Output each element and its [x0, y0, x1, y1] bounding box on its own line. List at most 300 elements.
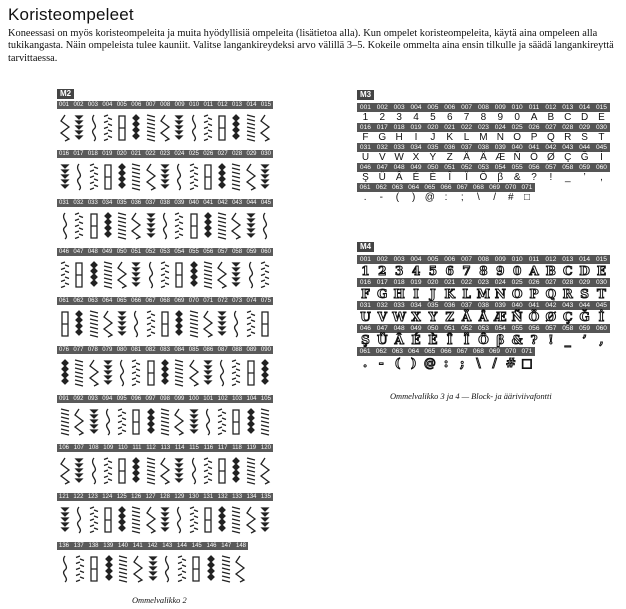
stitch-number[interactable]: 001 — [359, 104, 371, 111]
stitch-number[interactable]: 016 — [59, 151, 70, 157]
stitch-number[interactable]: 067 — [456, 184, 468, 191]
stitch-number[interactable]: 056 — [203, 249, 214, 255]
letter-stitch[interactable]: Ä — [461, 310, 472, 324]
stitch-number[interactable]: 017 — [376, 124, 388, 131]
letter-stitch[interactable]: Ñ — [513, 152, 521, 163]
stitch-number[interactable]: 033 — [393, 302, 405, 309]
letter-stitch[interactable]: J — [430, 132, 436, 143]
letter-stitch[interactable]: @ — [424, 192, 435, 203]
stitch-number[interactable]: 027 — [545, 279, 557, 286]
stitch-number[interactable]: 114 — [174, 445, 185, 451]
letter-stitch[interactable]: F — [362, 132, 369, 143]
stitch-number[interactable]: 042 — [545, 144, 557, 151]
stitch-number[interactable]: 023 — [477, 279, 489, 286]
letter-stitch[interactable]: X — [412, 152, 420, 163]
letter-stitch[interactable]: F — [361, 287, 370, 301]
stitch-number[interactable]: 101 — [203, 396, 214, 402]
letter-stitch[interactable]: 6 — [446, 112, 453, 123]
stitch-number[interactable]: 003 — [393, 104, 405, 111]
stitch-number[interactable]: 029 — [246, 151, 257, 157]
letter-stitch[interactable]: : — [444, 192, 448, 203]
stitch-number[interactable]: 050 — [116, 249, 127, 255]
stitch-number[interactable]: 041 — [528, 302, 540, 309]
stitch-number[interactable]: 048 — [393, 164, 405, 171]
stitch-number[interactable]: 063 — [391, 184, 403, 191]
stitch-number[interactable]: 072 — [217, 298, 228, 304]
stitch-number[interactable]: 010 — [511, 256, 523, 263]
stitch-number[interactable]: 024 — [494, 124, 506, 131]
stitch-number[interactable]: 004 — [410, 256, 422, 263]
letter-stitch[interactable]: / — [493, 192, 496, 203]
stitch-number[interactable]: 057 — [217, 249, 228, 255]
stitch-number[interactable]: 069 — [489, 348, 501, 355]
stitch-number[interactable]: 035 — [116, 200, 127, 206]
letter-stitch[interactable]: P — [530, 132, 538, 143]
letter-stitch[interactable]: ; — [460, 356, 465, 370]
stitch-number[interactable]: 021 — [444, 279, 456, 286]
stitch-number[interactable]: 023 — [477, 124, 489, 131]
letter-stitch[interactable]: β — [497, 172, 504, 183]
stitch-number[interactable]: 020 — [116, 151, 127, 157]
letter-stitch[interactable]: H — [395, 132, 403, 143]
stitch-number[interactable]: 011 — [528, 256, 540, 263]
stitch-number[interactable]: 060 — [595, 164, 607, 171]
stitch-number[interactable]: 060 — [595, 325, 607, 332]
stitch-number[interactable]: 066 — [131, 298, 142, 304]
stitch-number[interactable]: 029 — [579, 279, 591, 286]
letter-stitch[interactable]: H — [393, 287, 405, 301]
stitch-number[interactable]: 006 — [444, 256, 456, 263]
letter-stitch[interactable]: Ğ — [580, 152, 589, 163]
stitch-number[interactable]: 018 — [393, 279, 405, 286]
stitch-number[interactable]: 065 — [424, 348, 436, 355]
stitch-number[interactable]: 021 — [444, 124, 456, 131]
stitch-number[interactable]: 056 — [528, 325, 540, 332]
letter-stitch[interactable]: J — [430, 287, 436, 301]
stitch-number[interactable]: 052 — [145, 249, 156, 255]
stitch-number[interactable]: 023 — [159, 151, 170, 157]
stitch-number[interactable]: 030 — [595, 279, 607, 286]
letter-stitch[interactable]: E — [596, 264, 607, 278]
letter-stitch[interactable]: , — [600, 172, 603, 183]
stitch-number[interactable]: 135 — [260, 494, 271, 500]
stitch-number[interactable]: 068 — [472, 348, 484, 355]
stitch-number[interactable]: 126 — [131, 494, 142, 500]
letter-stitch[interactable]: ! — [549, 172, 553, 183]
letter-stitch[interactable]: 8 — [479, 264, 488, 278]
stitch-number[interactable]: 027 — [217, 151, 228, 157]
letter-stitch[interactable]: 3 — [394, 264, 404, 278]
stitch-number[interactable]: 051 — [444, 325, 456, 332]
stitch-number[interactable]: 003 — [393, 256, 405, 263]
stitch-number[interactable]: 107 — [73, 445, 84, 451]
letter-stitch[interactable]: Ş — [361, 333, 370, 347]
stitch-number[interactable]: 028 — [562, 124, 574, 131]
stitch-number[interactable]: 014 — [579, 104, 591, 111]
stitch-number[interactable]: 037 — [145, 200, 156, 206]
stitch-number[interactable]: 009 — [494, 104, 506, 111]
stitch-number[interactable]: 086 — [203, 347, 214, 353]
letter-stitch[interactable]: Ü — [378, 172, 386, 183]
letter-stitch[interactable]: R — [562, 287, 573, 301]
letter-stitch[interactable]: 6 — [445, 264, 454, 278]
stitch-number[interactable]: 040 — [511, 302, 523, 309]
letter-stitch[interactable]: β — [496, 333, 505, 347]
stitch-number[interactable]: 057 — [545, 164, 557, 171]
stitch-number[interactable]: 103 — [232, 396, 243, 402]
letter-stitch[interactable]: ( — [395, 192, 400, 203]
stitch-number[interactable]: 070 — [188, 298, 199, 304]
stitch-number[interactable]: 030 — [595, 124, 607, 131]
letter-stitch[interactable]: . — [363, 192, 367, 203]
letter-stitch[interactable]: 4 — [413, 112, 419, 123]
stitch-number[interactable]: 017 — [376, 279, 388, 286]
letter-stitch[interactable]: L — [463, 132, 470, 143]
stitch-number[interactable]: 099 — [174, 396, 185, 402]
stitch-number[interactable]: 022 — [145, 151, 156, 157]
stitch-number[interactable]: 092 — [73, 396, 84, 402]
letter-stitch[interactable]: Ü — [377, 333, 388, 347]
stitch-number[interactable]: 121 — [59, 494, 70, 500]
letter-stitch[interactable]: Å — [478, 310, 489, 324]
stitch-number[interactable]: 071 — [521, 184, 533, 191]
letter-stitch[interactable]: I — [413, 287, 419, 301]
letter-stitch[interactable]: V — [378, 152, 386, 163]
letter-stitch[interactable]: G — [377, 287, 388, 301]
stitch-number[interactable]: 015 — [260, 102, 271, 108]
letter-stitch[interactable]: T — [596, 287, 606, 301]
stitch-number[interactable]: 138 — [88, 543, 99, 549]
stitch-number[interactable]: 019 — [410, 279, 422, 286]
letter-stitch[interactable]: B — [547, 112, 555, 123]
stitch-number[interactable]: 039 — [174, 200, 185, 206]
letter-stitch[interactable]: Â — [394, 333, 404, 347]
stitch-number[interactable]: 068 — [472, 184, 484, 191]
letter-stitch[interactable]: / — [492, 356, 497, 370]
stitch-number[interactable]: 008 — [477, 256, 489, 263]
letter-stitch[interactable]: C — [564, 112, 572, 123]
stitch-number[interactable]: 055 — [511, 325, 523, 332]
stitch-number[interactable]: 145 — [191, 543, 202, 549]
stitch-number[interactable]: 036 — [444, 302, 456, 309]
letter-stitch[interactable]: □ — [521, 356, 533, 370]
stitch-number[interactable]: 073 — [232, 298, 243, 304]
letter-stitch[interactable]: Ø — [545, 310, 557, 324]
stitch-number[interactable]: 025 — [511, 279, 523, 286]
letter-stitch[interactable]: S — [581, 132, 588, 143]
stitch-number[interactable]: 007 — [145, 102, 156, 108]
stitch-number[interactable]: 025 — [511, 124, 523, 131]
stitch-number[interactable]: 088 — [232, 347, 243, 353]
stitch-number[interactable]: 084 — [174, 347, 185, 353]
stitch-number[interactable]: 053 — [159, 249, 170, 255]
letter-stitch[interactable]: A — [530, 112, 538, 123]
stitch-number[interactable]: 129 — [174, 494, 185, 500]
stitch-number[interactable]: 034 — [410, 144, 422, 151]
stitch-number[interactable]: 025 — [188, 151, 199, 157]
stitch-number[interactable]: 010 — [189, 102, 200, 108]
stitch-number[interactable]: 091 — [59, 396, 70, 402]
stitch-number[interactable]: 038 — [159, 200, 170, 206]
stitch-number[interactable]: 053 — [477, 325, 489, 332]
stitch-number[interactable]: 067 — [456, 348, 468, 355]
stitch-number[interactable]: 058 — [562, 164, 574, 171]
letter-stitch[interactable]: . — [363, 356, 368, 370]
letter-stitch[interactable]: 0 — [512, 264, 522, 278]
stitch-number[interactable]: 142 — [147, 543, 158, 549]
letter-stitch[interactable]: P — [529, 287, 539, 301]
stitch-number[interactable]: 042 — [545, 302, 557, 309]
stitch-number[interactable]: 085 — [188, 347, 199, 353]
stitch-number[interactable]: 012 — [545, 104, 557, 111]
stitch-number[interactable]: 057 — [545, 325, 557, 332]
stitch-number[interactable]: 011 — [528, 104, 540, 111]
stitch-number[interactable]: 074 — [246, 298, 257, 304]
letter-stitch[interactable]: O — [511, 287, 523, 301]
letter-stitch[interactable]: 7 — [463, 112, 470, 123]
stitch-number[interactable]: 079 — [102, 347, 113, 353]
stitch-number[interactable]: 144 — [177, 543, 188, 549]
stitch-number[interactable]: 004 — [102, 102, 113, 108]
stitch-number[interactable]: 008 — [477, 104, 489, 111]
stitch-number[interactable]: 080 — [116, 347, 127, 353]
stitch-number[interactable]: 005 — [116, 102, 127, 108]
stitch-number[interactable]: 003 — [87, 102, 98, 108]
letter-stitch[interactable]: K — [446, 132, 454, 143]
stitch-number[interactable]: 040 — [511, 144, 523, 151]
letter-stitch[interactable]: Ä — [480, 152, 487, 163]
letter-stitch[interactable]: 0 — [514, 112, 520, 123]
stitch-number[interactable]: 032 — [73, 200, 84, 206]
stitch-number[interactable]: 119 — [246, 445, 257, 451]
stitch-number[interactable]: 037 — [461, 144, 473, 151]
letter-stitch[interactable]: Ş — [362, 172, 369, 183]
stitch-number[interactable]: 065 — [424, 184, 436, 191]
stitch-number[interactable]: 110 — [118, 445, 128, 451]
stitch-number[interactable]: 029 — [579, 124, 591, 131]
stitch-number[interactable]: 033 — [87, 200, 98, 206]
letter-stitch[interactable]: _ — [564, 333, 571, 347]
stitch-number[interactable]: 112 — [146, 445, 156, 451]
stitch-number[interactable]: 148 — [236, 543, 247, 549]
stitch-number[interactable]: 130 — [188, 494, 199, 500]
letter-stitch[interactable]: : — [443, 356, 449, 370]
letter-stitch[interactable]: B — [545, 264, 556, 278]
letter-stitch[interactable]: 5 — [428, 264, 438, 278]
letter-stitch[interactable]: Î — [446, 333, 453, 347]
stitch-number[interactable]: 077 — [73, 347, 84, 353]
letter-stitch[interactable]: O — [513, 132, 522, 143]
letter-stitch[interactable]: - — [379, 192, 383, 203]
letter-stitch[interactable]: D — [579, 264, 590, 278]
stitch-number[interactable]: 131 — [203, 494, 214, 500]
stitch-number[interactable]: 021 — [131, 151, 142, 157]
letter-stitch[interactable]: # — [508, 192, 514, 203]
letter-stitch[interactable]: 8 — [480, 112, 487, 123]
stitch-number[interactable]: 055 — [188, 249, 199, 255]
stitch-number[interactable]: 117 — [217, 445, 228, 451]
stitch-number[interactable]: 046 — [59, 249, 70, 255]
stitch-number[interactable]: 059 — [579, 164, 591, 171]
stitch-number[interactable]: 014 — [246, 102, 257, 108]
stitch-number[interactable]: 064 — [102, 298, 113, 304]
stitch-number[interactable]: 070 — [505, 184, 517, 191]
stitch-number[interactable]: 118 — [232, 445, 242, 451]
stitch-number[interactable]: 041 — [203, 200, 214, 206]
letter-stitch[interactable]: ) — [411, 192, 416, 203]
stitch-number[interactable]: 024 — [494, 279, 506, 286]
stitch-number[interactable]: 064 — [408, 348, 420, 355]
stitch-number[interactable]: 007 — [461, 104, 473, 111]
stitch-number[interactable]: 039 — [494, 144, 506, 151]
stitch-number[interactable]: 034 — [410, 302, 422, 309]
stitch-number[interactable]: 043 — [232, 200, 243, 206]
letter-stitch[interactable]: _ — [564, 172, 571, 183]
stitch-number[interactable]: 002 — [73, 102, 84, 108]
letter-stitch[interactable]: É — [412, 172, 420, 183]
stitch-number[interactable]: 095 — [116, 396, 127, 402]
stitch-number[interactable]: 120 — [260, 445, 271, 451]
stitch-number[interactable]: 076 — [59, 347, 70, 353]
stitch-number[interactable]: 063 — [391, 348, 403, 355]
stitch-number[interactable]: 026 — [203, 151, 214, 157]
stitch-number[interactable]: 069 — [489, 184, 501, 191]
letter-stitch[interactable]: 4 — [411, 264, 421, 278]
letter-stitch[interactable]: I — [414, 132, 418, 143]
letter-stitch[interactable]: 9 — [496, 264, 505, 278]
stitch-number[interactable]: 065 — [116, 298, 127, 304]
letter-stitch[interactable]: U — [361, 152, 370, 163]
stitch-number[interactable]: 061 — [59, 298, 70, 304]
stitch-number[interactable]: 127 — [145, 494, 156, 500]
letter-stitch[interactable]: □ — [523, 192, 530, 203]
letter-stitch[interactable]: Q — [545, 287, 557, 301]
stitch-number[interactable]: 043 — [562, 144, 574, 151]
stitch-number[interactable]: 006 — [444, 104, 456, 111]
letter-stitch[interactable]: M — [479, 132, 488, 143]
stitch-number[interactable]: 062 — [375, 348, 387, 355]
letter-stitch[interactable]: G — [378, 132, 387, 143]
stitch-number[interactable]: 147 — [221, 543, 232, 549]
stitch-number[interactable]: 010 — [511, 104, 523, 111]
stitch-number[interactable]: 045 — [260, 200, 271, 206]
stitch-number[interactable]: 054 — [494, 164, 506, 171]
stitch-number[interactable]: 051 — [131, 249, 142, 255]
stitch-number[interactable]: 050 — [427, 325, 439, 332]
stitch-number[interactable]: 015 — [595, 256, 607, 263]
stitch-number[interactable]: 090 — [260, 347, 271, 353]
letter-stitch[interactable]: N — [494, 287, 506, 301]
stitch-number[interactable]: 089 — [246, 347, 257, 353]
stitch-number[interactable]: 014 — [579, 256, 591, 263]
stitch-number[interactable]: 061 — [359, 348, 371, 355]
stitch-number[interactable]: 038 — [477, 144, 489, 151]
letter-stitch[interactable]: @ — [423, 356, 436, 370]
stitch-number[interactable]: 059 — [246, 249, 257, 255]
stitch-number[interactable]: 064 — [408, 184, 420, 191]
stitch-number[interactable]: 105 — [260, 396, 271, 402]
stitch-number[interactable]: 002 — [376, 104, 388, 111]
stitch-number[interactable]: 113 — [160, 445, 171, 451]
letter-stitch[interactable]: İ — [598, 310, 605, 324]
stitch-number[interactable]: 031 — [359, 144, 371, 151]
stitch-number[interactable]: 146 — [206, 543, 217, 549]
letter-stitch[interactable]: # — [505, 356, 516, 370]
letter-stitch[interactable]: - — [378, 356, 384, 370]
letter-stitch[interactable]: ? — [531, 172, 537, 183]
stitch-number[interactable]: 005 — [427, 256, 439, 263]
letter-stitch[interactable]: S — [580, 287, 589, 301]
letter-stitch[interactable]: 7 — [462, 264, 471, 278]
letter-stitch[interactable]: Ô — [478, 333, 489, 347]
stitch-number[interactable]: 059 — [579, 325, 591, 332]
stitch-number[interactable]: 020 — [427, 279, 439, 286]
letter-stitch[interactable]: D — [580, 112, 589, 123]
letter-stitch[interactable]: Z — [446, 152, 453, 163]
stitch-number[interactable]: 035 — [427, 302, 439, 309]
stitch-number[interactable]: 122 — [73, 494, 84, 500]
letter-stitch[interactable]: Y — [429, 152, 437, 163]
stitch-number[interactable]: 018 — [393, 124, 405, 131]
letter-stitch[interactable]: ( — [394, 356, 401, 370]
stitch-number[interactable]: 104 — [246, 396, 257, 402]
stitch-number[interactable]: 078 — [87, 347, 98, 353]
letter-stitch[interactable]: Ö — [528, 310, 540, 324]
letter-stitch[interactable]: Ç — [562, 310, 573, 324]
letter-stitch[interactable]: 1 — [362, 112, 369, 123]
letter-stitch[interactable]: ’ — [583, 172, 586, 183]
stitch-number[interactable]: 136 — [59, 543, 70, 549]
stitch-number[interactable]: 042 — [217, 200, 228, 206]
stitch-number[interactable]: 028 — [562, 279, 574, 286]
stitch-number[interactable]: 063 — [87, 298, 98, 304]
stitch-number[interactable]: 054 — [494, 325, 506, 332]
stitch-number[interactable]: 034 — [102, 200, 113, 206]
stitch-number[interactable]: 109 — [103, 445, 114, 451]
stitch-number[interactable]: 094 — [102, 396, 113, 402]
stitch-number[interactable]: 038 — [477, 302, 489, 309]
letter-stitch[interactable]: V — [377, 310, 387, 324]
stitch-number[interactable]: 069 — [174, 298, 185, 304]
stitch-number[interactable]: 060 — [260, 249, 271, 255]
letter-stitch[interactable]: Ñ — [511, 310, 523, 324]
stitch-number[interactable]: 044 — [579, 302, 591, 309]
stitch-number[interactable]: 100 — [188, 396, 199, 402]
stitch-number[interactable]: 004 — [410, 104, 422, 111]
stitch-number[interactable]: 026 — [528, 124, 540, 131]
stitch-number[interactable]: 046 — [359, 325, 371, 332]
stitch-number[interactable]: 128 — [159, 494, 170, 500]
stitch-number[interactable]: 009 — [494, 256, 506, 263]
stitch-number[interactable]: 032 — [376, 302, 388, 309]
stitch-number[interactable]: 019 — [102, 151, 113, 157]
stitch-number[interactable]: 046 — [359, 164, 371, 171]
stitch-number[interactable]: 047 — [376, 325, 388, 332]
stitch-number[interactable]: 047 — [376, 164, 388, 171]
stitch-number[interactable]: 013 — [562, 104, 574, 111]
letter-stitch[interactable]: 2 — [379, 112, 386, 123]
stitch-number[interactable]: 005 — [427, 104, 439, 111]
stitch-number[interactable]: 048 — [393, 325, 405, 332]
stitch-number[interactable]: 007 — [461, 256, 473, 263]
stitch-number[interactable]: 125 — [116, 494, 127, 500]
stitch-number[interactable]: 053 — [477, 164, 489, 171]
stitch-number[interactable]: 062 — [73, 298, 84, 304]
stitch-number[interactable]: 133 — [232, 494, 243, 500]
stitch-number[interactable]: 037 — [461, 302, 473, 309]
letter-stitch[interactable]: & — [511, 333, 523, 347]
letter-stitch[interactable]: U — [360, 310, 371, 324]
